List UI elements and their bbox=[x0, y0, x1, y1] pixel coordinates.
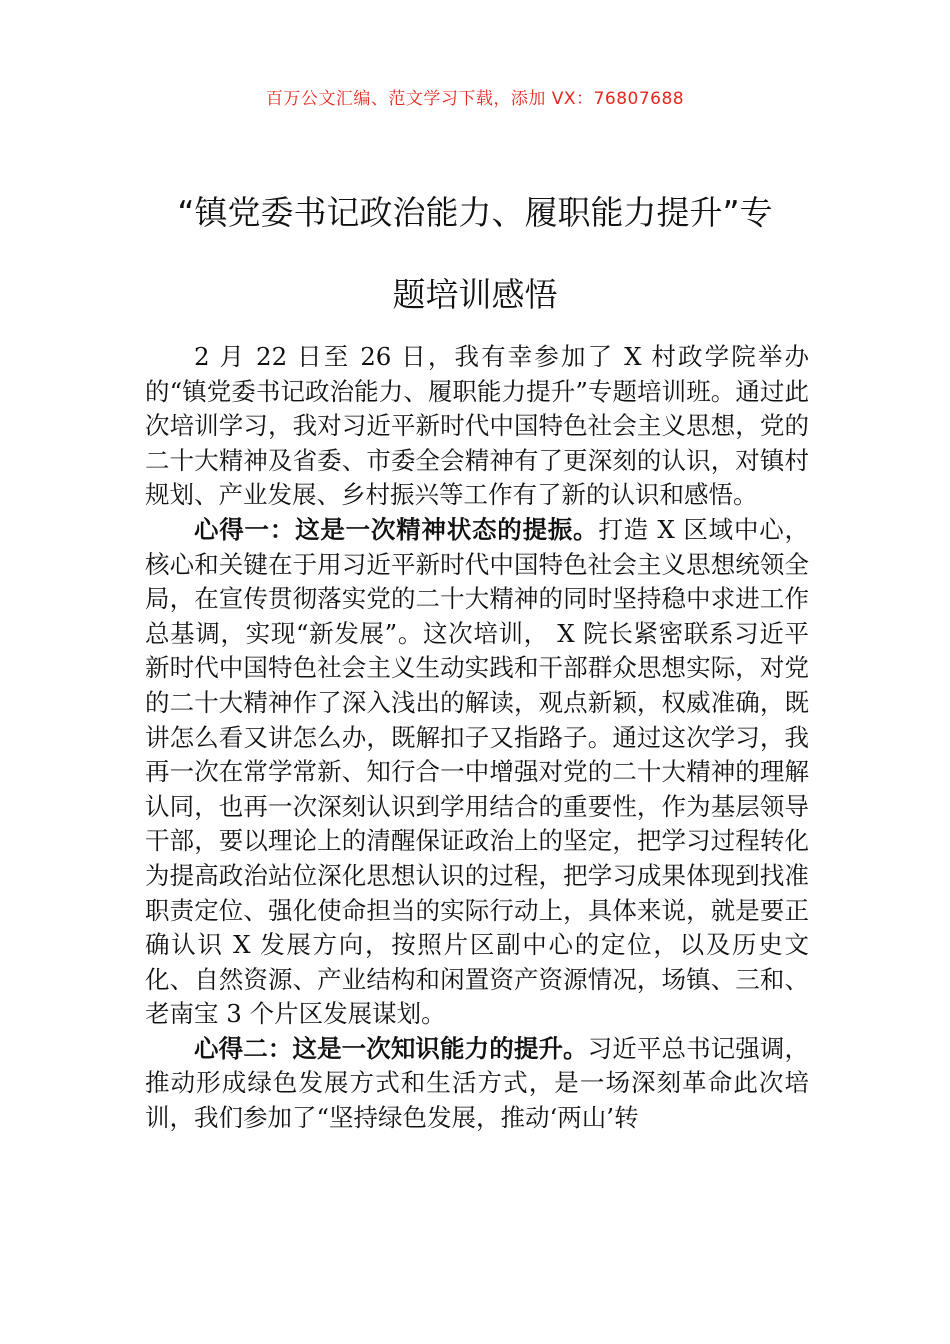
title-line-2: 题培训感悟 bbox=[392, 275, 558, 314]
document-body bbox=[145, 340, 809, 1136]
insight-two-heading: 心得二：这是一次知识能力的提升。 bbox=[194, 1033, 588, 1063]
paragraph-insight-one bbox=[145, 513, 809, 1032]
document-title bbox=[100, 172, 850, 336]
paragraph-intro bbox=[145, 340, 809, 513]
insight-one-heading: 心得一：这是一次精神状态的提振。 bbox=[194, 514, 599, 544]
paragraph-intro-text: 2 月 22 日至 26 日，我有幸参加了 X 村政学院举办的“镇党委书记政治能力、履职能力提升”专题培训班。通过此次培训学习，我对习近平新时代中国特色社会主义思想，党的二十大精神及省委、市委全会精神有了更深刻的认识，对镇村规划、产业发展、乡村振兴等工作有了新的认识和感悟。 bbox=[145, 342, 809, 510]
paragraph-insight-two bbox=[145, 1032, 809, 1136]
insight-two-text: 习近平总书记强调，推动形成绿色发展方式和生活方式，是一场深刻革命此次培训，我们参加了“坚持绿色发展，推动‘两山’转 bbox=[145, 1033, 810, 1133]
header-banner: 百万公文汇编、范文学习下载，添加 VX：76807688 bbox=[265, 89, 685, 109]
title-line-1: “镇党委书记政治能力、履职能力提升”专 bbox=[177, 193, 773, 232]
insight-one-text: 打造 X 区域中心，核心和关键在于用习近平新时代中国特色社会主义思想统领全局，在宣传贯彻落实党的二十大精神的同时坚持稳中求进工作总基调，实现“新发展”。这次培训， X 院长紧密联系习近平新时代中国特色社会主义生动实践和干部群众思想实际，对党的二十大精神作了深入浅出的解读，观点新颖，权威准确，既讲怎么看又讲怎么办，既解扣子又指路子。通过这次学习，我再一次在常学常新、知行合一中增强对党的二十大精神的理解认同，也再一次深刻认识到学用结合的重要性，作为基层领导干部，要以理论上的清醒保证政治上的坚定，把学习过程转化为提高政治站位深化思想认识的过程，把学习成果体现到找准职责定位、强化使命担当的实际行动上，具体来说，就是要正确认识 X 发展方向，按照片区副中心的定位，以及历史文化、自然资源、产业结构和闲置资产资源情况，场镇、三和、老南宝 3 个片区发展谋划。 bbox=[145, 514, 809, 1029]
